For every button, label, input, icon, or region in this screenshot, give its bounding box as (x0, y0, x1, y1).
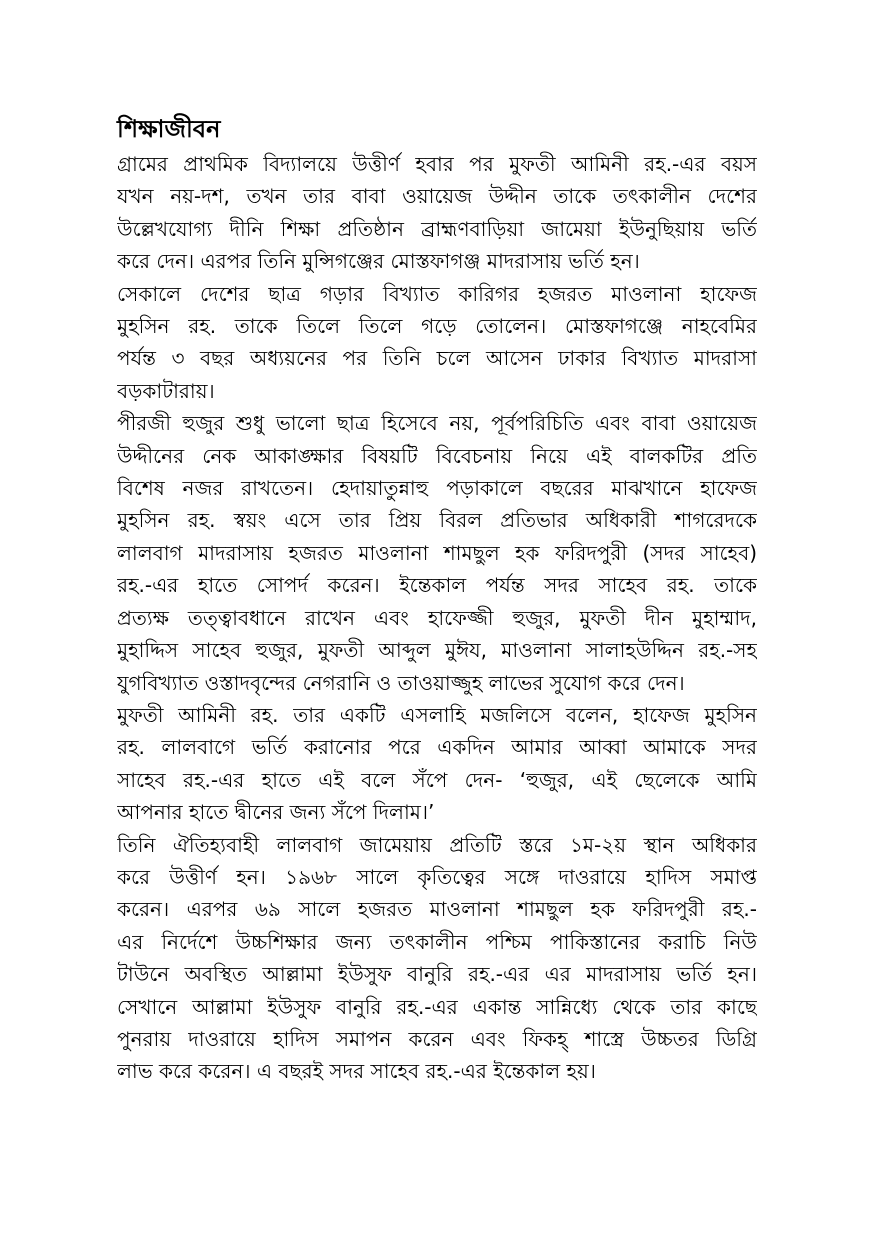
paragraph (117, 407, 757, 699)
text-line: লালবাগ মাদরাসায় হজরত মাওলানা শামছুল হক ফরিদপুরী (সদর সাহেব) (117, 540, 757, 565)
paragraph (117, 148, 757, 278)
text-line: মুহাদ্দিস সাহেব হুজুর, মুফতী আব্দুল মুঈয, মাওলানা সালাহউদ্দিন রহ.-সহ (117, 638, 757, 663)
text-line: বড়কাটারায়। (117, 378, 215, 403)
text-line: রহ.-এর হাতে সোপর্দ করেন। ইন্তেকাল পর্যন্ত সদর সাহেব রহ. তাকে (117, 573, 757, 598)
text-line: করে দেন। এরপর তিনি মুন্সিগঞ্জের মোস্তফাগঞ্জ মাদরাসায় ভর্তি হন। (117, 249, 640, 274)
document-page (117, 112, 757, 1088)
text-line: মুহসিন রহ. তাকে তিলে তিলে গড়ে তোলেন। মোস্তফাগঞ্জে নাহবেমির (117, 314, 757, 339)
text-line: গ্রামের প্রাথমিক বিদ্যালয়ে উত্তীর্ণ হবার পর মুফতী আমিনী রহ.-এর বয়স (117, 152, 757, 176)
text-line: পীরজী হুজুর শুধু ভালো ছাত্র হিসেবে নয়, পূর্বপরিচিতি এবং বাবা ওয়ায়েজ (117, 411, 757, 436)
text-line: লাভ করে করেন। এ বছরই সদর সাহেব রহ.-এর ইন্তেকাল হয়। (117, 1059, 596, 1084)
section-heading: শিক্ষাজীবন (117, 115, 221, 143)
paragraph (117, 829, 757, 1088)
text-line: মুহসিন রহ. স্বয়ং এসে তার প্রিয় বিরল প্রতিভার অধিকারী শাগরেদকে (117, 508, 757, 533)
text-line: আপনার হাতে দ্বীনের জন্য সঁপে দিলাম।’ (117, 800, 435, 825)
text-line: পুনরায় দাওরায়ে হাদিস সমাপন করেন এবং ফিকহ্ শাস্ত্রে উচ্চতর ডিগ্রি (117, 1026, 757, 1051)
text-line: করেন। এরপর ৬৯ সালে হজরত মাওলানা শামছুল হক ফরিদপুরী রহ.- (117, 897, 757, 922)
text-line: এর নির্দেশে উচ্চশিক্ষার জন্য তৎকালীন পশ্চিম পাকিস্তানের করাচি নিউ (117, 929, 757, 954)
text-line: রহ. লালবাগে ভর্তি করানোর পরে একদিন আমার আব্বা আমাকে সদর (117, 735, 757, 760)
text-line: পর্যন্ত ৩ বছর অধ্যয়নের পর তিনি চলে আসেন ঢাকার বিখ্যাত মাদরাসা (117, 346, 757, 371)
paragraph (117, 278, 757, 408)
text-line: যুগবিখ্যাত ওস্তাদবৃন্দের নেগরানি ও তাওয়াজ্জুহ লাভের সুযোগ করে দেন। (117, 670, 685, 695)
text-line: উদ্দীনের নেক আকাঙ্ক্ষার বিষয়টি বিবেচনায় নিয়ে এই বালকটির প্রতি (117, 443, 757, 468)
paragraph (117, 699, 757, 829)
text-line: মুফতী আমিনী রহ. তার একটি এসলাহি মজলিসে বলেন, হাফেজ মুহসিন (117, 702, 757, 727)
text-line: বিশেষ নজর রাখতেন। হেদায়াতুন্নাহু পড়াকালে বছরের মাঝখানে হাফেজ (117, 476, 757, 501)
text-line: সাহেব রহ.-এর হাতে এই বলে সঁপে দেন- ‘হুজুর, এই ছেলেকে আমি (117, 767, 757, 792)
text-line: সেখানে আল্লামা ইউসুফ বানুরি রহ.-এর একান্ত সান্নিধ্যে থেকে তার কাছে (117, 994, 757, 1019)
text-line: টাউনে অবস্থিত আল্লামা ইউসুফ বানুরি রহ.-এর এর মাদরাসায় ভর্তি হন। (117, 962, 757, 987)
text-line: যখন নয়-দশ, তখন তার বাবা ওয়ায়েজ উদ্দীন তাকে তৎকালীন দেশের (117, 184, 757, 209)
text-line: সেকালে দেশের ছাত্র গড়ার বিখ্যাত কারিগর হজরত মাওলানা হাফেজ (117, 281, 757, 306)
text-line: তিনি ঐতিহ্যবাহী লালবাগ জামেয়ায় প্রতিটি স্তরে ১ম-২য় স্থান অধিকার (117, 832, 757, 857)
text-line: করে উত্তীর্ণ হন। ১৯৬৮ সালে কৃতিত্বের সঙ্গে দাওরায়ে হাদিস সমাপ্ত (117, 864, 757, 889)
text-line: প্রত্যক্ষ তত্ত্বাবধানে রাখেন এবং হাফেজ্জী হুজুর, মুফতী দীন মুহাম্মাদ, (117, 605, 757, 630)
text-line: উল্লেখযোগ্য দীনি শিক্ষা প্রতিষ্ঠান ব্রাহ্মণবাড়িয়া জামেয়া ইউনুছিয়ায় ভর্তি (117, 216, 757, 241)
